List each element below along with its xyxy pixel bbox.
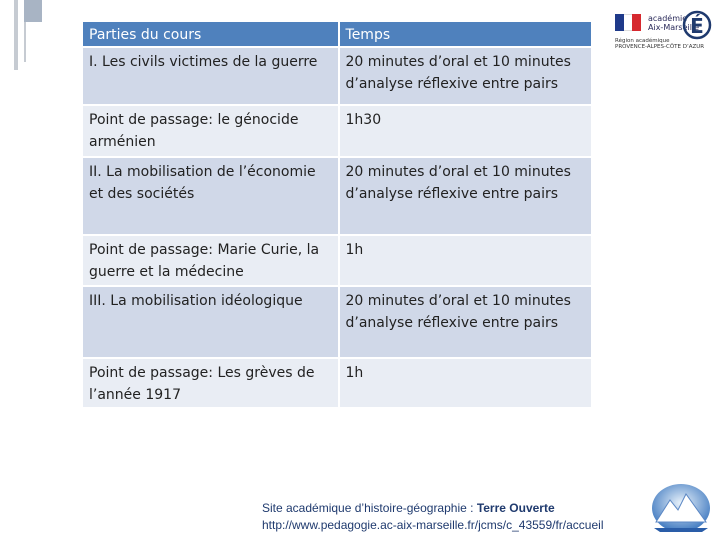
header-parts: Parties du cours [83,22,339,47]
footer [262,500,603,534]
cell-time: 20 minutes d’oral et 10 minutes d’analyse réflexive entre pairs [339,286,592,358]
course-schedule-table [83,22,593,409]
academy-line: académie [648,14,688,23]
cell-time: 20 minutes d’oral et 10 minutes d’analyse réflexive entre pairs [339,47,592,105]
table-row [83,157,592,235]
table-row [83,47,592,105]
cell-part: Point de passage: Marie Curie, la guerre et la médecine [83,235,339,286]
region-line: PROVENCE-ALPES-CÔTE D’AZUR [615,44,705,50]
cell-time: 1h [339,235,592,286]
header-time: Temps [339,22,592,47]
mountain-logo-icon [650,482,712,534]
cell-time: 20 minutes d’oral et 10 minutes d’analyse réflexive entre pairs [339,157,592,235]
academy-line: Aix-Marseille [648,23,700,32]
academy-logo [612,4,712,56]
cell-part: Point de passage: le génocide arménien [83,105,339,157]
e-accent-icon [682,4,712,42]
region-label [615,38,704,50]
decorative-bar [24,22,26,62]
footer-site-line [262,500,603,517]
cell-time: 1h [339,358,592,408]
cell-part: III. La mobilisation idéologique [83,286,339,358]
table-row [83,286,592,358]
table-row [83,105,592,157]
cell-part: II. La mobilisation de l’économie et des sociétés [83,157,339,235]
decorative-bar [14,0,18,70]
cell-part: I. Les civils victimes de la guerre [83,47,339,105]
cell-part: Point de passage: Les grèves de l’année 1917 [83,358,339,408]
french-flag-icon [615,14,641,31]
cell-time: 1h30 [339,105,592,157]
footer-site-name[interactable]: Terre Ouverte [476,501,555,515]
table-row [83,235,592,286]
table-row [83,358,592,408]
decorative-bar [24,0,42,22]
svg-text:É: É [690,14,704,38]
footer-url[interactable]: http://www.pedagogie.ac-aix-marseille.fr/jcms/c_43559/fr/accueil [262,518,604,532]
table-header-row [83,22,592,47]
region-line: Région académique [615,38,670,44]
footer-site-prefix: Site académique d’histoire-géographie : [262,501,477,515]
